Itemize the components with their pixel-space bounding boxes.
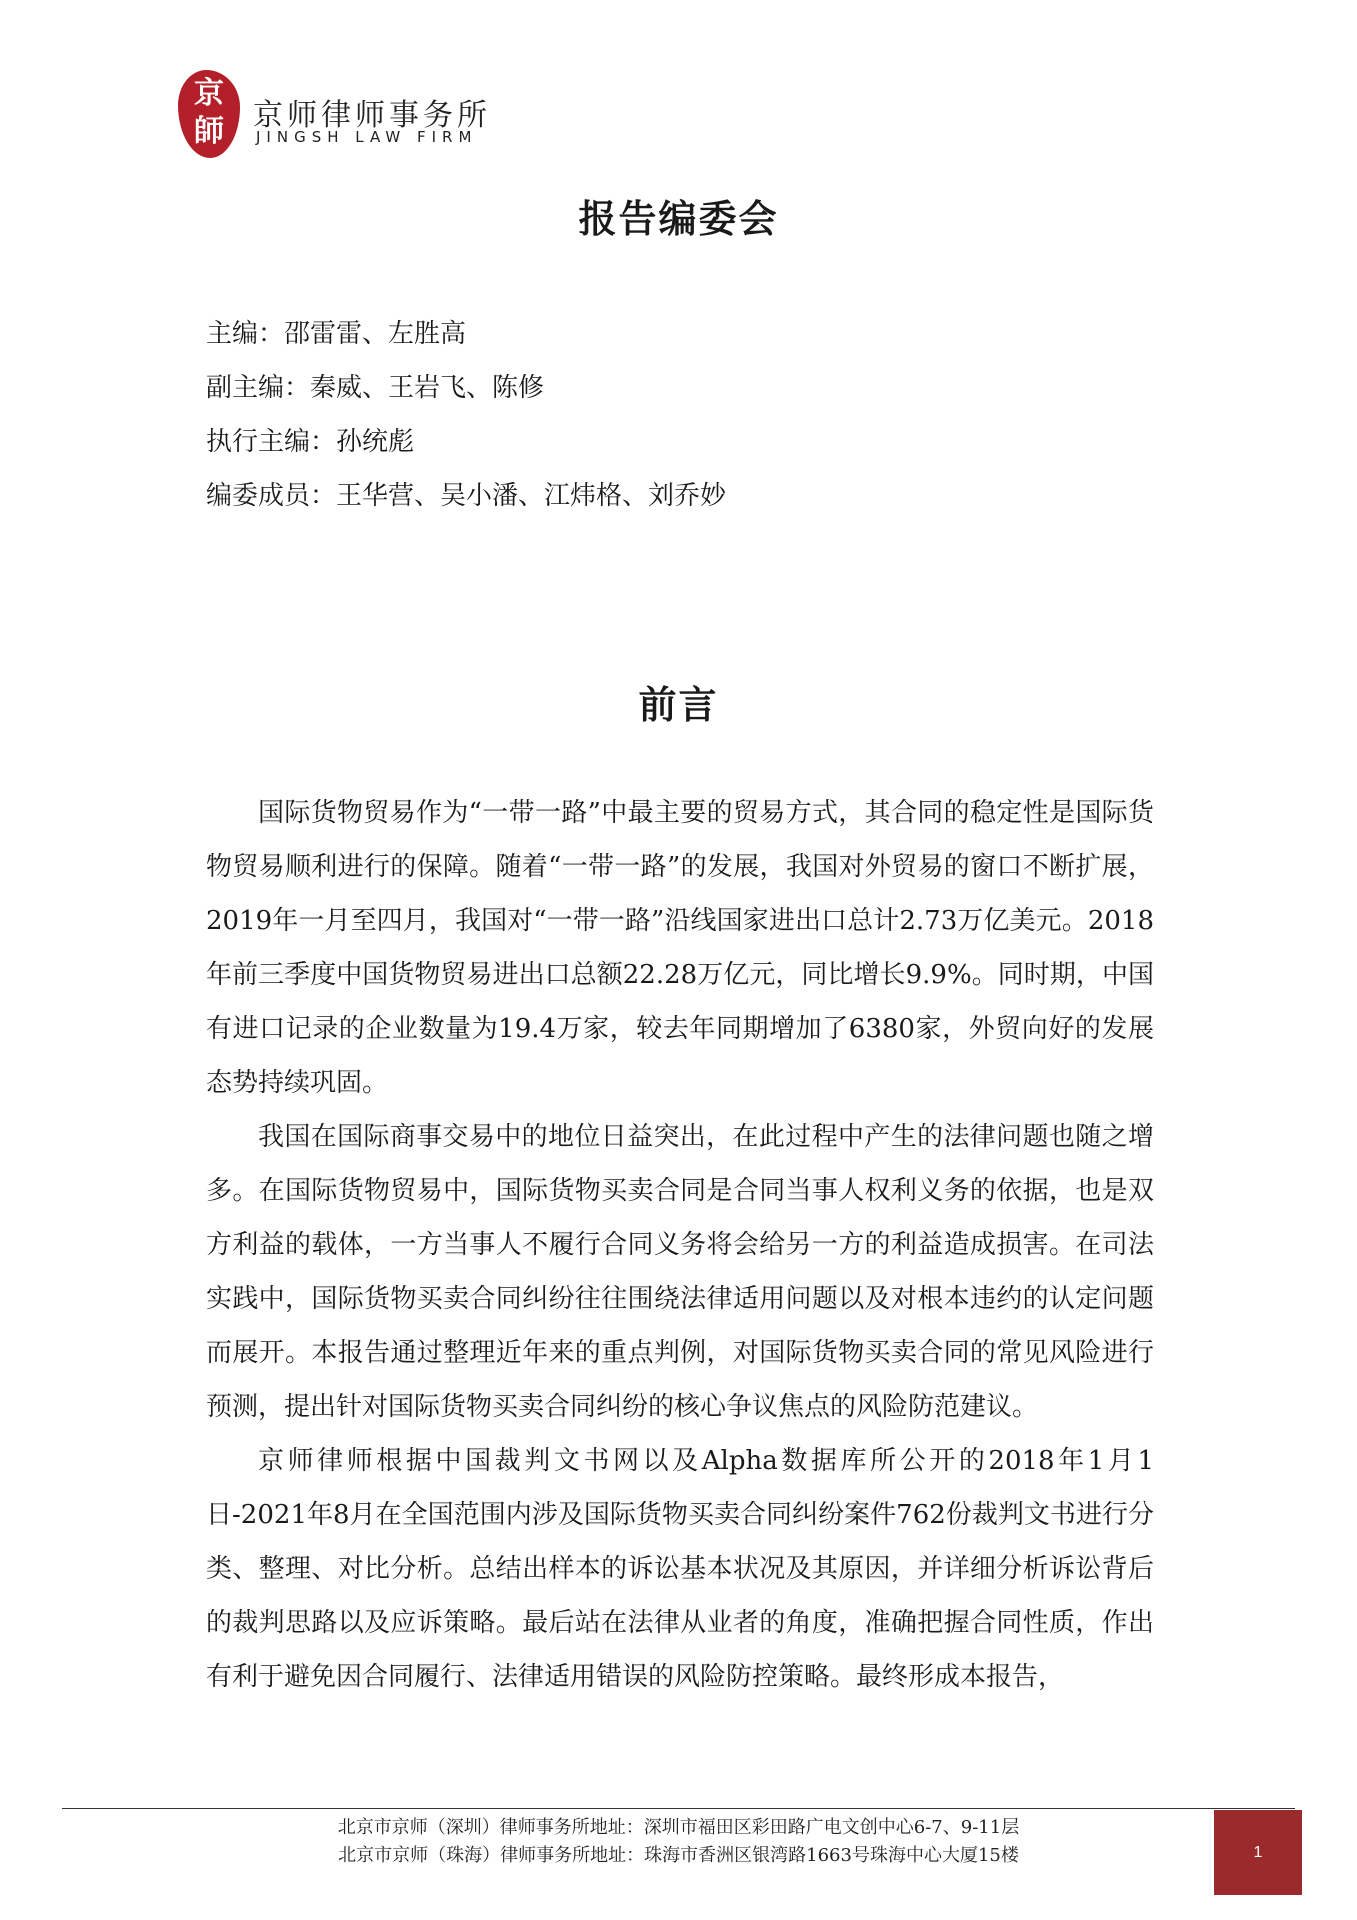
firm-name-english: JINGSH LAW FIRM bbox=[256, 128, 478, 146]
preface-body bbox=[206, 786, 1154, 1704]
staff-chief-editors: 主编：邵雷雷、左胜高 bbox=[206, 319, 467, 349]
preface-title: 前言 bbox=[638, 682, 719, 727]
editorial-board-list bbox=[206, 307, 726, 523]
paragraph: 国际货物贸易作为“一带一路”中最主要的贸易方式，其合同的稳定性是国际货物贸易顺利进行的保障。随着“一带一路”的发展，我国对外贸易的窗口不断扩展，2019年一月至四月，我国对“一带一路”沿线国家进出口总计2.73万亿美元。2018年前三季度中国货物贸易进出口总额22.28万亿元，同比增长9.9%。同时期，中国有进口记录的企业数量为19.4万家，较去年同期增加了6380家，外贸向好的发展态势持续巩固。 bbox=[206, 798, 1154, 1098]
footer-addresses bbox=[0, 1814, 1357, 1870]
footer-address-shenzhen: 北京市京师（深圳）律师事务所地址：深圳市福田区彩田路广电文创中心6-7、9-11层 bbox=[337, 1817, 1020, 1838]
page-number-box bbox=[1214, 1810, 1302, 1895]
staff-board-members: 编委成员：王华营、吴小潘、江炜格、刘乔妙 bbox=[206, 481, 727, 511]
footer-address-zhuhai: 北京市京师（珠海）律师事务所地址：珠海市香洲区银湾路1663号珠海中心大厦15楼 bbox=[338, 1845, 1019, 1866]
firm-name-chinese: 京师律师事务所 bbox=[253, 98, 491, 133]
footer-divider bbox=[62, 1808, 1295, 1809]
paragraph: 我国在国际商事交易中的地位日益突出，在此过程中产生的法律问题也随之增多。在国际货物贸易中，国际货物买卖合同是合同当事人权利义务的依据，也是双方利益的载体，一方当事人不履行合同义务将会给另一方的利益造成损害。在司法实践中，国际货物买卖合同纠纷往往围绕法律适用问题以及对根本违约的认定问题而展开。本报告通过整理近年来的重点判例，对国际货物买卖合同的常见风险进行预测，提出针对国际货物买卖合同纠纷的核心争议焦点的风险防范建议。 bbox=[206, 1122, 1154, 1422]
page-number: 1 bbox=[1253, 1843, 1263, 1861]
seal-char-bottom: 師 bbox=[194, 114, 224, 149]
paragraph: 京师律师根据中国裁判文书网以及Alpha数据库所公开的2018年1月1日-2021年8月在全国范围内涉及国际货物买卖合同纠纷案件762份裁判文书进行分类、整理、对比分析。总结出样本的诉讼基本状况及其原因，并详细分析诉讼背后的裁判思路以及应诉策略。最后站在法律从业者的角度，准确把握合同性质，作出有利于避免因合同履行、法律适用错误的风险防控策略。最终形成本报告， bbox=[206, 1446, 1154, 1692]
firm-seal-logo bbox=[178, 70, 240, 158]
staff-deputy-editors: 副主编：秦威、王岩飞、陈修 bbox=[206, 373, 545, 403]
seal-char-top: 京 bbox=[194, 76, 224, 111]
staff-executive-editor: 执行主编：孙统彪 bbox=[206, 427, 415, 457]
editorial-board-title: 报告编委会 bbox=[578, 196, 779, 241]
